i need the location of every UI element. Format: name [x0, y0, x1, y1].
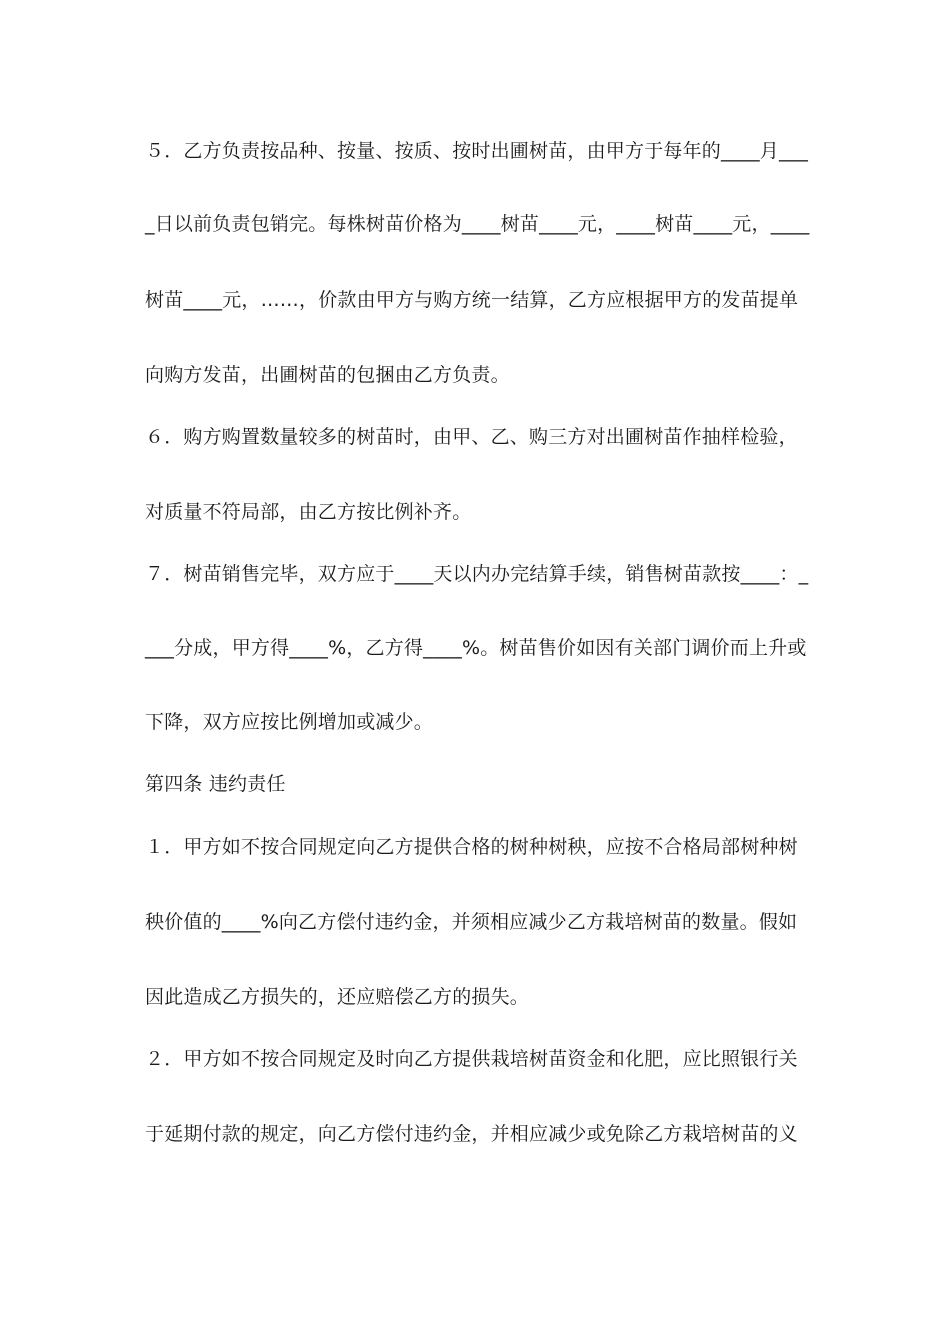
paragraph-5-line-3: 树苗____元，……，价款由甲方与购方统一结算，乙方应根据甲方的发苗提单	[145, 289, 799, 311]
paragraph-5-line-1: ５．乙方负责按品种、按量、按质、按时出圃树苗，由甲方于每年的____月___	[145, 140, 809, 162]
clause-1-line-1: １．甲方如不按合同规定向乙方提供合格的树种树秧，应按不合格局部树种树	[145, 836, 798, 858]
paragraph-5-line-4: 向购方发苗，出圃树苗的包捆由乙方负责。	[145, 364, 510, 386]
clause-2-line-2: 于延期付款的规定，向乙方偿付违约金，并相应减少或免除乙方栽培树苗的义	[145, 1123, 798, 1145]
clause-1-line-2: 秧价值的____%向乙方偿付违约金，并须相应减少乙方栽培树苗的数量。假如	[145, 911, 798, 933]
section-heading-breach: 第四条 违约责任	[145, 773, 286, 795]
clause-1-line-3: 因此造成乙方损失的，还应赔偿乙方的损失。	[145, 986, 530, 1008]
paragraph-6-line-2: 对质量不符局部，由乙方按比例补齐。	[145, 501, 472, 523]
clause-2-line-1: ２．甲方如不按合同规定及时向乙方提供栽培树苗资金和化肥，应比照银行关	[145, 1048, 798, 1070]
paragraph-6-line-1: ６．购方购置数量较多的树苗时，由甲、乙、购三方对出圃树苗作抽样检验，	[145, 426, 798, 448]
paragraph-7-line-2: ___分成，甲方得____%，乙方得____%。树苗售价如因有关部门调价而上升或	[145, 637, 807, 659]
paragraph-7-line-3: 下降，双方应按比例增加或减少。	[145, 711, 434, 733]
paragraph-7-line-1: ７．树苗销售完毕，双方应于____天以内办完结算手续，销售树苗款按____：_	[145, 563, 809, 585]
paragraph-5-line-2: _日以前负责包销完。每株树苗价格为____树苗____元，____树苗____元，____	[145, 213, 810, 235]
